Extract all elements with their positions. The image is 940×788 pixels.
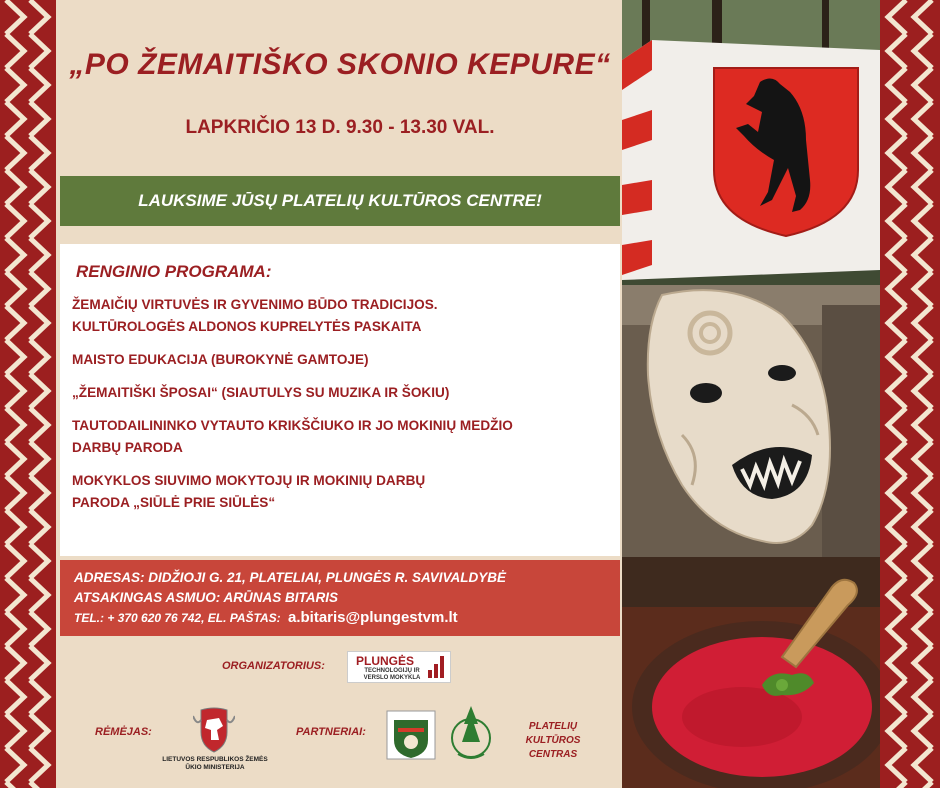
program-item-line: TAUTODAILININKO VYTAUTO KRIKŠČIUKO IR JO MOKINIŲ MEDŽIO [72, 418, 513, 433]
invitation-text: LAUKSIME JŪSŲ PLATELIŲ KULTŪROS CENTRE! [138, 191, 542, 210]
program-item-line: MOKYKLOS SIUVIMO MOKYTOJŲ IR MOKINIŲ DARBŲ [72, 473, 426, 488]
invitation-banner [60, 176, 620, 226]
flag-photo [622, 0, 880, 285]
partner-name: PLATELIŲ KULTŪROS CENTRAS [525, 721, 581, 760]
email-link[interactable]: a.bitaris@plungestvm.lt [288, 609, 458, 626]
coat-of-arms-icon [193, 706, 235, 754]
right-ornament-border [880, 0, 940, 788]
sponsor-label: RĖMĖJAS: [95, 726, 152, 738]
program-item [72, 349, 612, 371]
organizers-label: ORGANIZATORIUS: [222, 660, 325, 672]
event-date: LAPKRIČIO 13 D. 9.30 - 13.30 VAL. [185, 117, 495, 138]
soup-photo [622, 557, 880, 788]
program-item-line: KULTŪROLOGĖS ALDONOS KUPRELYTĖS PASKAITA [72, 319, 422, 334]
program-item [72, 294, 612, 338]
program-heading: RENGINIO PROGRAMA: [76, 262, 272, 281]
mask-photo [622, 285, 880, 557]
partners-label: PARTNERIAI: [296, 726, 366, 738]
organizer-logo-name: PLUNGĖS [356, 654, 415, 668]
program-item-line: PARODA „SIŪLĖ PRIE SIŪLĖS“ [72, 495, 276, 510]
phone-line [74, 608, 606, 628]
program-item [72, 470, 612, 514]
organizer-logo [347, 651, 451, 683]
culture-centre-logo-icon [450, 704, 492, 766]
organizer-logo-subtitle: TECHNOLOGIJŲ IR VERSLO MOKYKLA [363, 668, 421, 681]
program-item-line: „ŽEMAITIŠKI ŠPOSAI“ (SIAUTULYS SU MUZIKA IR ŠOKIU) [72, 385, 450, 400]
program-item-line: DARBŲ PARODA [72, 440, 183, 455]
national-park-logo-icon [386, 710, 436, 760]
phone-text: TEL.: + 370 620 76 742, EL. PAŠTAS: [74, 611, 281, 625]
bars-icon [428, 656, 444, 678]
program-item-line: ŽEMAIČIŲ VIRTUVĖS IR GYVENIMO BŪDO TRADICIJOS. [72, 297, 438, 312]
program-panel [60, 244, 620, 556]
left-ornament-border [0, 0, 56, 788]
event-title: „PO ŽEMAITIŠKO SKONIO KEPURE“ [69, 48, 611, 81]
ministry-name: LIETUVOS RESPUBLIKOS ŽEMĖS ŪKIO MINISTERIJA [162, 756, 268, 771]
contact-box [60, 560, 620, 636]
responsible-person-text: ATSAKINGAS ASMUO: ARŪNAS BITARIS [74, 590, 338, 605]
program-list [72, 294, 612, 525]
program-item [72, 382, 612, 404]
program-item-line: MAISTO EDUKACIJA (BUROKYNĖ GAMTOJE) [72, 352, 369, 367]
program-item [72, 415, 612, 459]
address-text: ADRESAS: DIDŽIOJI G. 21, PLATELIAI, PLUNGĖS R. SAVIVALDYBĖ [74, 570, 507, 585]
